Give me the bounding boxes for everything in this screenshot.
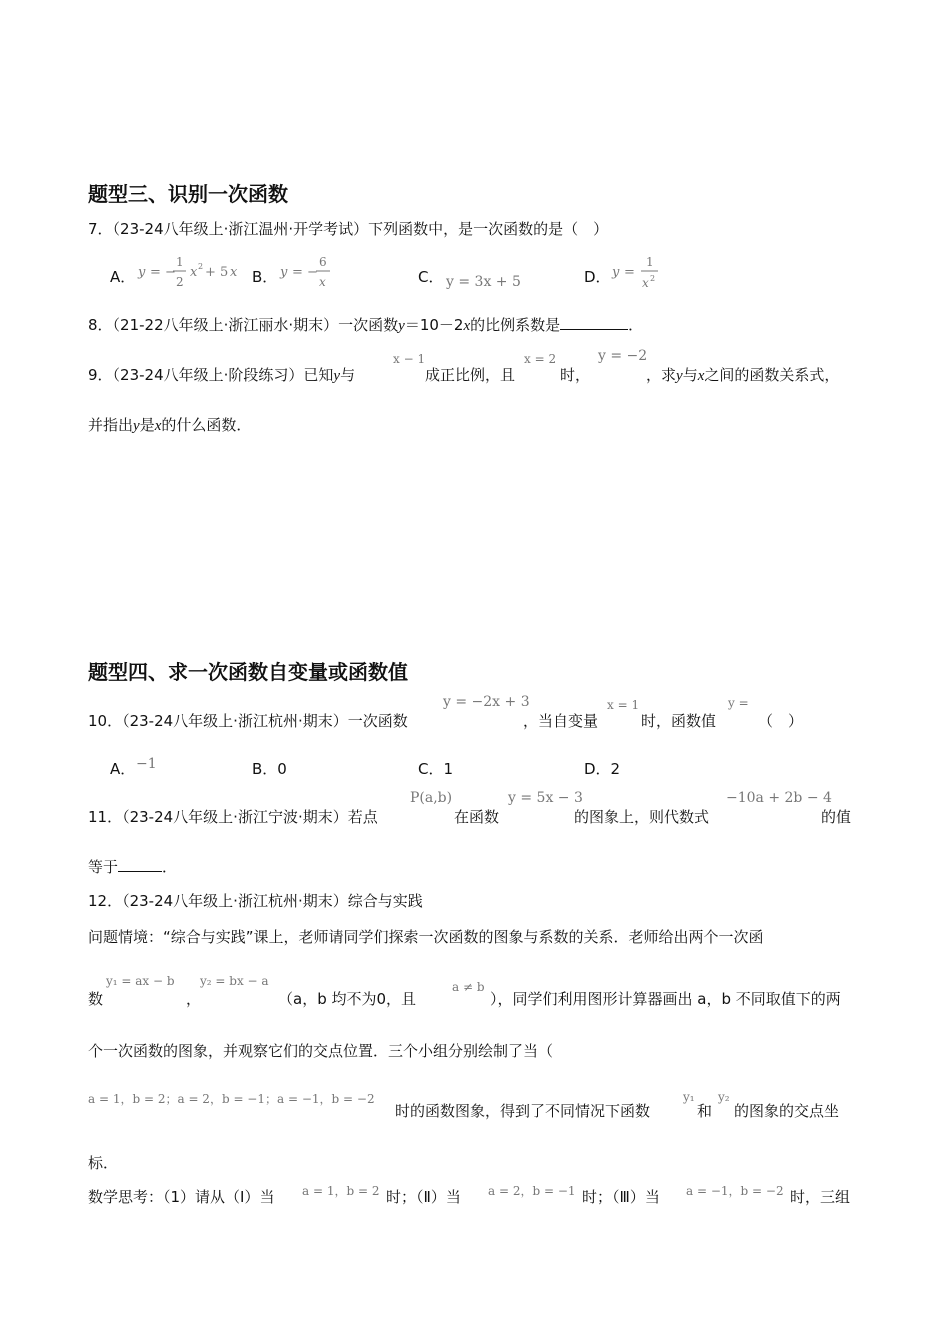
q10-text-2: 时，函数值 <box>641 712 717 730</box>
q11-text-3: 的值 <box>821 808 852 826</box>
svg-text:=: = <box>624 265 635 280</box>
svg-text:x: x <box>642 276 649 290</box>
question-8: 8．（21-22八年级上·浙江丽水·期末）一次函数y＝10－2x的比例系数是 ． <box>88 316 644 334</box>
question-9-prefix: 9．（23-24八年级上·阶段练习）已知y与 <box>88 366 356 384</box>
q12-math-y2: y₂ = bx − a <box>200 974 269 988</box>
q10-option-a-label: A． <box>110 760 136 778</box>
q12-line-4-end: 的图象的交点坐 <box>734 1102 840 1120</box>
svg-text:= −: = − <box>150 265 176 280</box>
q12-math-case-1: a = 1，b = 2 <box>302 1184 380 1198</box>
q9-math-x-eq-2: x = 2 <box>524 352 557 366</box>
q12-line-1: 问题情境：“综合与实践”课上，老师请同学们探索一次函数的图象与系数的关系．老师给出两个一次函 <box>88 928 764 946</box>
svg-text:x: x <box>319 275 326 289</box>
svg-text:y: y <box>280 265 288 280</box>
q7-option-b-formula <box>278 252 338 296</box>
svg-text:2: 2 <box>176 275 184 289</box>
q12-line-6-a: 时；（Ⅱ）当 <box>386 1188 461 1206</box>
q12-line-6-end: 时，三组 <box>790 1188 851 1206</box>
answer-blank[interactable] <box>118 871 162 872</box>
q10-option-c: C．1 <box>418 760 454 778</box>
q10-text-1: ，当自变量 <box>523 712 599 730</box>
section-title-3: 题型三、识别一次函数 <box>88 182 288 206</box>
q7-option-a-formula <box>136 252 246 296</box>
q7-option-c-formula: y = 3x + 5 <box>446 274 521 290</box>
question-11-prefix: 11．（23-24八年级上·浙江宁波·期末）若点 <box>88 808 378 826</box>
q12-math-y1-sub: y₁ <box>683 1090 695 1104</box>
svg-text:x: x <box>230 265 238 280</box>
q7-option-b-label: B． <box>252 268 278 286</box>
svg-text:y: y <box>612 265 620 280</box>
q10-option-b: B．0 <box>252 760 287 778</box>
q11-text-2: 的图象上，则代数式 <box>574 808 710 826</box>
q7-option-a-label: A． <box>110 268 136 286</box>
q12-line-2-end: ），同学们利用图形计算器画出 a，b 不同取值下的两 <box>490 990 841 1008</box>
question-12-title: 12．（23-24八年级上·浙江杭州·期末）综合与实践 <box>88 892 423 910</box>
q10-math-function: y = −2x + 3 <box>443 694 530 710</box>
q10-math-x-eq-1: x = 1 <box>607 698 640 712</box>
q11-text-1: 在函数 <box>454 808 500 826</box>
q12-math-a-ne-b: a ≠ b <box>452 980 485 994</box>
q9-line-2: 并指出y是x的什么函数． <box>88 416 252 434</box>
q12-line-3: 个一次函数的图象，并观察它们的交点位置．三个小组分别绘制了当（ <box>88 1042 554 1060</box>
q10-option-d: D．2 <box>584 760 621 778</box>
q12-line-5: 标． <box>88 1154 119 1172</box>
svg-text:1: 1 <box>176 255 184 269</box>
q9-math-x-minus-1: x − 1 <box>393 352 426 366</box>
q11-math-expression: −10a + 2b − 4 <box>726 790 832 806</box>
svg-text:y: y <box>138 265 146 280</box>
q9-text-4: ，求y与x之间的函数关系式， <box>646 366 840 384</box>
q12-math-case-2: a = 2，b = −1 <box>488 1184 576 1198</box>
q7-option-d-formula <box>610 252 666 296</box>
question-10-prefix: 10．（23-24八年级上·浙江杭州·期末）一次函数 <box>88 712 408 730</box>
q12-comma: ， <box>186 990 202 1008</box>
q12-math-cases: a = 1，b = 2；a = 2，b = −1；a = −1，b = −2 <box>88 1092 375 1106</box>
q9-math-y-eq-neg2: y = −2 <box>598 348 648 364</box>
q12-math-y1: y₁ = ax − b <box>106 974 175 988</box>
q9-text-2: 成正比例，且 <box>425 366 516 384</box>
svg-text:2: 2 <box>650 274 656 283</box>
q12-line-2-paren: （a，b 均不为0，且 <box>278 990 417 1008</box>
q12-line-6-b: 时；（Ⅲ）当 <box>582 1188 660 1206</box>
section-title-4: 题型四、求一次函数自变量或函数值 <box>88 660 408 684</box>
q12-and: 和 <box>697 1102 713 1120</box>
q10-math-y-eq: y = <box>728 696 749 710</box>
svg-text:1: 1 <box>646 255 654 269</box>
answer-blank[interactable] <box>560 329 628 330</box>
svg-text:2: 2 <box>198 262 204 271</box>
q11-math-function: y = 5x − 3 <box>508 790 583 806</box>
q11-line-2: 等于 ． <box>88 858 178 876</box>
q11-math-point: P(a,b) <box>410 790 453 806</box>
question-7-stem: 7．（23-24八年级上·浙江温州·开学考试）下列函数中，是一次函数的是（ ） <box>88 220 609 238</box>
q12-line-4-mid: 时的函数图象，得到了不同情况下函数 <box>395 1102 651 1120</box>
q10-option-a-value: −1 <box>136 756 157 772</box>
q7-option-d-label: D． <box>584 268 611 286</box>
q9-text-3: 时， <box>560 366 591 384</box>
svg-text:+ 5: + 5 <box>205 265 229 280</box>
svg-text:6: 6 <box>319 255 327 269</box>
q12-math-case-3: a = −1，b = −2 <box>686 1184 784 1198</box>
svg-text:x: x <box>190 265 198 280</box>
q7-option-c-label: C． <box>418 268 444 286</box>
q12-line-2-pre: 数 <box>88 990 104 1008</box>
q12-line-6-pre: 数学思考：（1）请从（I）当 <box>88 1188 275 1206</box>
svg-text:= −: = − <box>292 265 318 280</box>
q12-math-y2-sub: y₂ <box>718 1090 730 1104</box>
q10-answer-paren: （ ） <box>758 712 804 730</box>
